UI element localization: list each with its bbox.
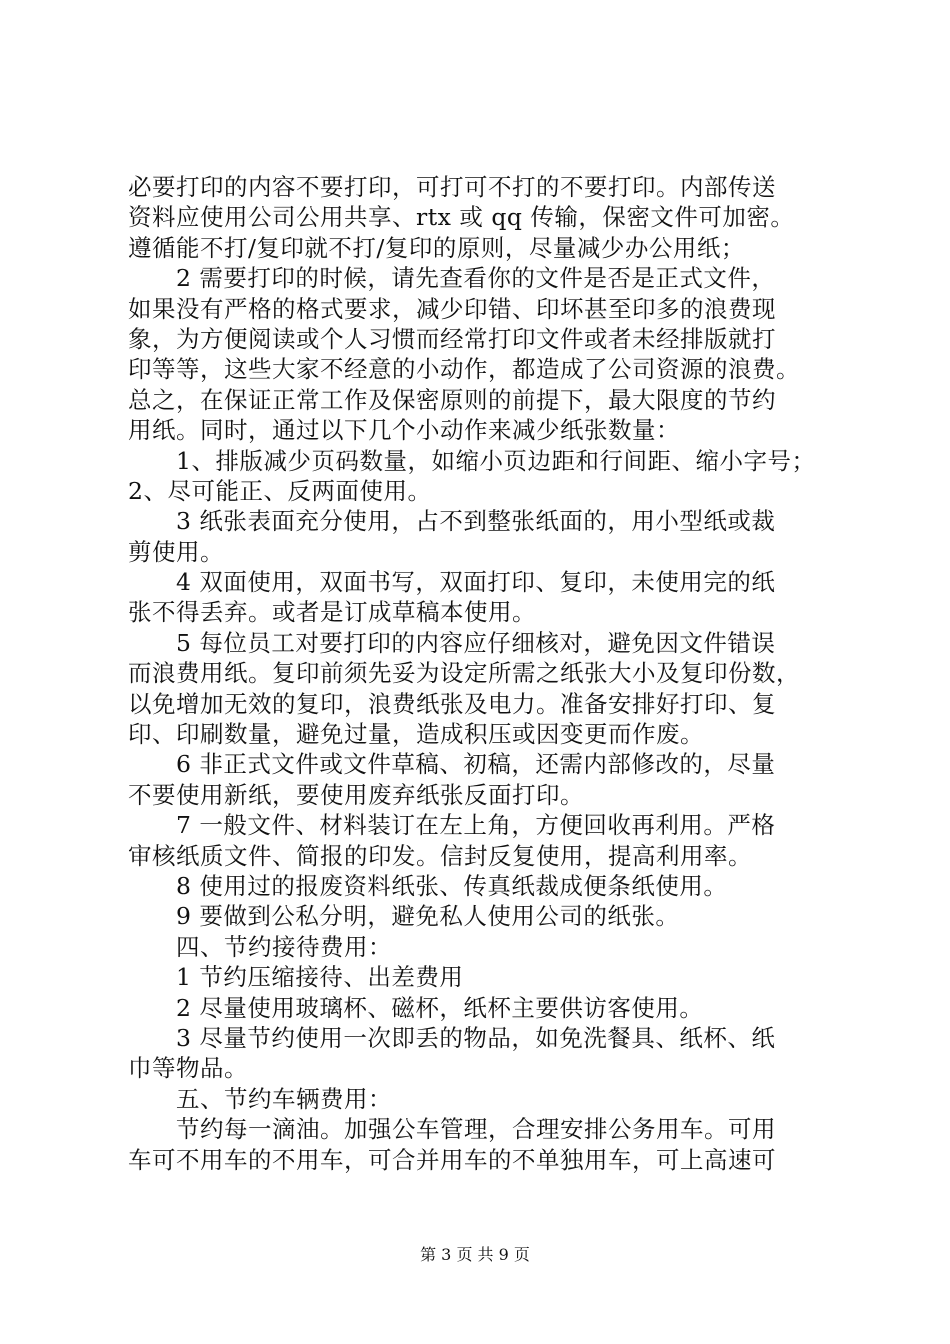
- text-line: 剪使用。: [128, 537, 224, 566]
- text-line: 以免增加无效的复印，浪费纸张及电力。准备安排好打印、复: [128, 689, 776, 718]
- text-line: 印、印刷数量，避免过量，造成积压或因变更而作废。: [128, 720, 704, 749]
- text-line: 四、节约接待费用：: [176, 932, 392, 961]
- text-line: 不要使用新纸，要使用废弃纸张反面打印。: [128, 780, 584, 809]
- text-line: 审核纸质文件、简报的印发。信封反复使用，提高利用率。: [128, 841, 752, 870]
- text-line: 2 需要打印的时候，请先查看你的文件是否是正式文件，: [176, 264, 776, 293]
- text-line: 5 每位员工对要打印的内容应仔细核对，避免因文件错误: [176, 628, 776, 657]
- text-line: 遵循能不打/复印就不打/复印的原则，尽量减少办公用纸；: [128, 233, 745, 262]
- text-line: 8 使用过的报废资料纸张、传真纸裁成便条纸使用。: [176, 871, 728, 900]
- page-footer: 第 3 页 共 9 页: [420, 1245, 530, 1264]
- text-line: 1、排版减少页码数量，如缩小页边距和行间距、缩小字号；: [176, 446, 816, 475]
- text-line: 而浪费用纸。复印前须先妥为设定所需之纸张大小及复印份数，: [128, 659, 800, 688]
- text-line: 节约每一滴油。加强公车管理，合理安排公务用车。可用: [176, 1115, 776, 1144]
- text-line: 车可不用车的不用车，可合并用车的不单独用车，可上高速可: [128, 1145, 776, 1174]
- text-line: 3 纸张表面充分使用，占不到整张纸面的，用小型纸或裁: [176, 507, 776, 536]
- text-line: 9 要做到公私分明，避免私人使用公司的纸张。: [176, 902, 680, 931]
- text-line: 张不得丢弃。或者是订成草稿本使用。: [128, 598, 536, 627]
- text-line: 印等等，这些大家不经意的小动作，都造成了公司资源的浪费。: [128, 355, 800, 384]
- text-line: 五、节约车辆费用：: [176, 1084, 392, 1113]
- text-line: 4 双面使用，双面书写，双面打印、复印，未使用完的纸: [176, 568, 776, 597]
- text-line: 必要打印的内容不要打印，可打可不打的不要打印。内部传送: [128, 173, 776, 201]
- text-line: 7 一般文件、材料装订在左上角，方便回收再利用。严格: [176, 811, 776, 840]
- text-line: 3 尽量节约使用一次即丢的物品，如免洗餐具、纸杯、纸: [176, 1023, 776, 1052]
- text-line: 如果没有严格的格式要求，减少印错、印坏甚至印多的浪费现: [128, 294, 776, 323]
- text-line: 2、尽可能正、反两面使用。: [128, 476, 432, 505]
- text-line: 资料应使用公司公用共享、rtx 或 qq 传输，保密文件可加密。: [128, 203, 795, 232]
- text-line: 总之，在保证正常工作及保密原则的前提下，最大限度的节约: [128, 385, 776, 414]
- text-line: 2 尽量使用玻璃杯、磁杯，纸杯主要供访客使用。: [176, 993, 704, 1022]
- document-body: [128, 172, 840, 1175]
- text-line: 用纸。同时，通过以下几个小动作来减少纸张数量：: [128, 416, 680, 445]
- text-line: 巾等物品。: [128, 1054, 248, 1083]
- text-line: 6 非正式文件或文件草稿、初稿，还需内部修改的，尽量: [176, 750, 776, 779]
- text-line: 1 节约压缩接待、出差费用: [176, 963, 464, 992]
- text-line: 象，为方便阅读或个人习惯而经常打印文件或者未经排版就打: [128, 324, 776, 353]
